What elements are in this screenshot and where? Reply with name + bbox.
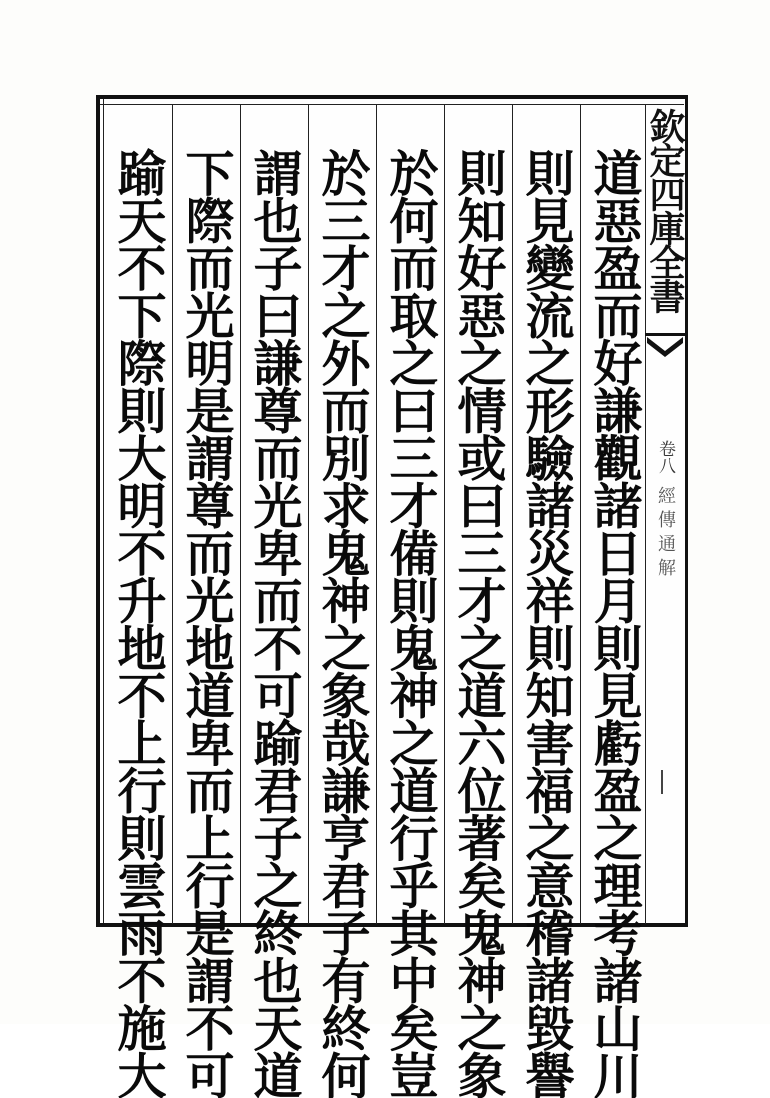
- juan-number: 卷八: [655, 440, 675, 474]
- text-column-2: 則見變流之形驗諸災祥則知害福之意稽諸毀譽: [518, 148, 576, 1098]
- column-divider: [376, 104, 377, 924]
- inner-left-border-line: [103, 99, 104, 923]
- column-divider: [512, 104, 513, 924]
- book-title: 欽定四庫全書: [644, 108, 686, 312]
- text-column-1: 道惡盈而好謙觀諸日月則見虧盈之理考諸山川: [586, 148, 644, 1098]
- inner-top-border-line: [100, 104, 684, 105]
- section-title: 經傳通解: [655, 486, 676, 582]
- text-column-8: 踰天不下際則大明不升地不上行則雲雨不施大: [110, 148, 168, 1098]
- column-divider: [308, 104, 309, 924]
- text-column-5: 於三才之外而別求鬼神之象哉謙亨君子有終何: [314, 148, 372, 1098]
- column-divider: [240, 104, 241, 924]
- column-divider: [580, 104, 581, 924]
- banxin-tick-mark: [661, 770, 672, 794]
- text-column-4: 於何而取之曰三才備則鬼神之道行乎其中矣豈: [382, 148, 440, 1098]
- text-column-7: 下際而光明是謂尊而光地道卑而上行是謂不可: [178, 148, 236, 1098]
- text-column-6: 謂也子曰謙尊而光卑而不可踰君子之終也天道: [246, 148, 304, 1098]
- column-divider: [444, 104, 445, 924]
- fish-tail-mark-icon: [645, 333, 685, 359]
- text-column-3: 則知好惡之情或曰三才之道六位著矣鬼神之象: [450, 148, 508, 1098]
- column-divider: [172, 104, 173, 924]
